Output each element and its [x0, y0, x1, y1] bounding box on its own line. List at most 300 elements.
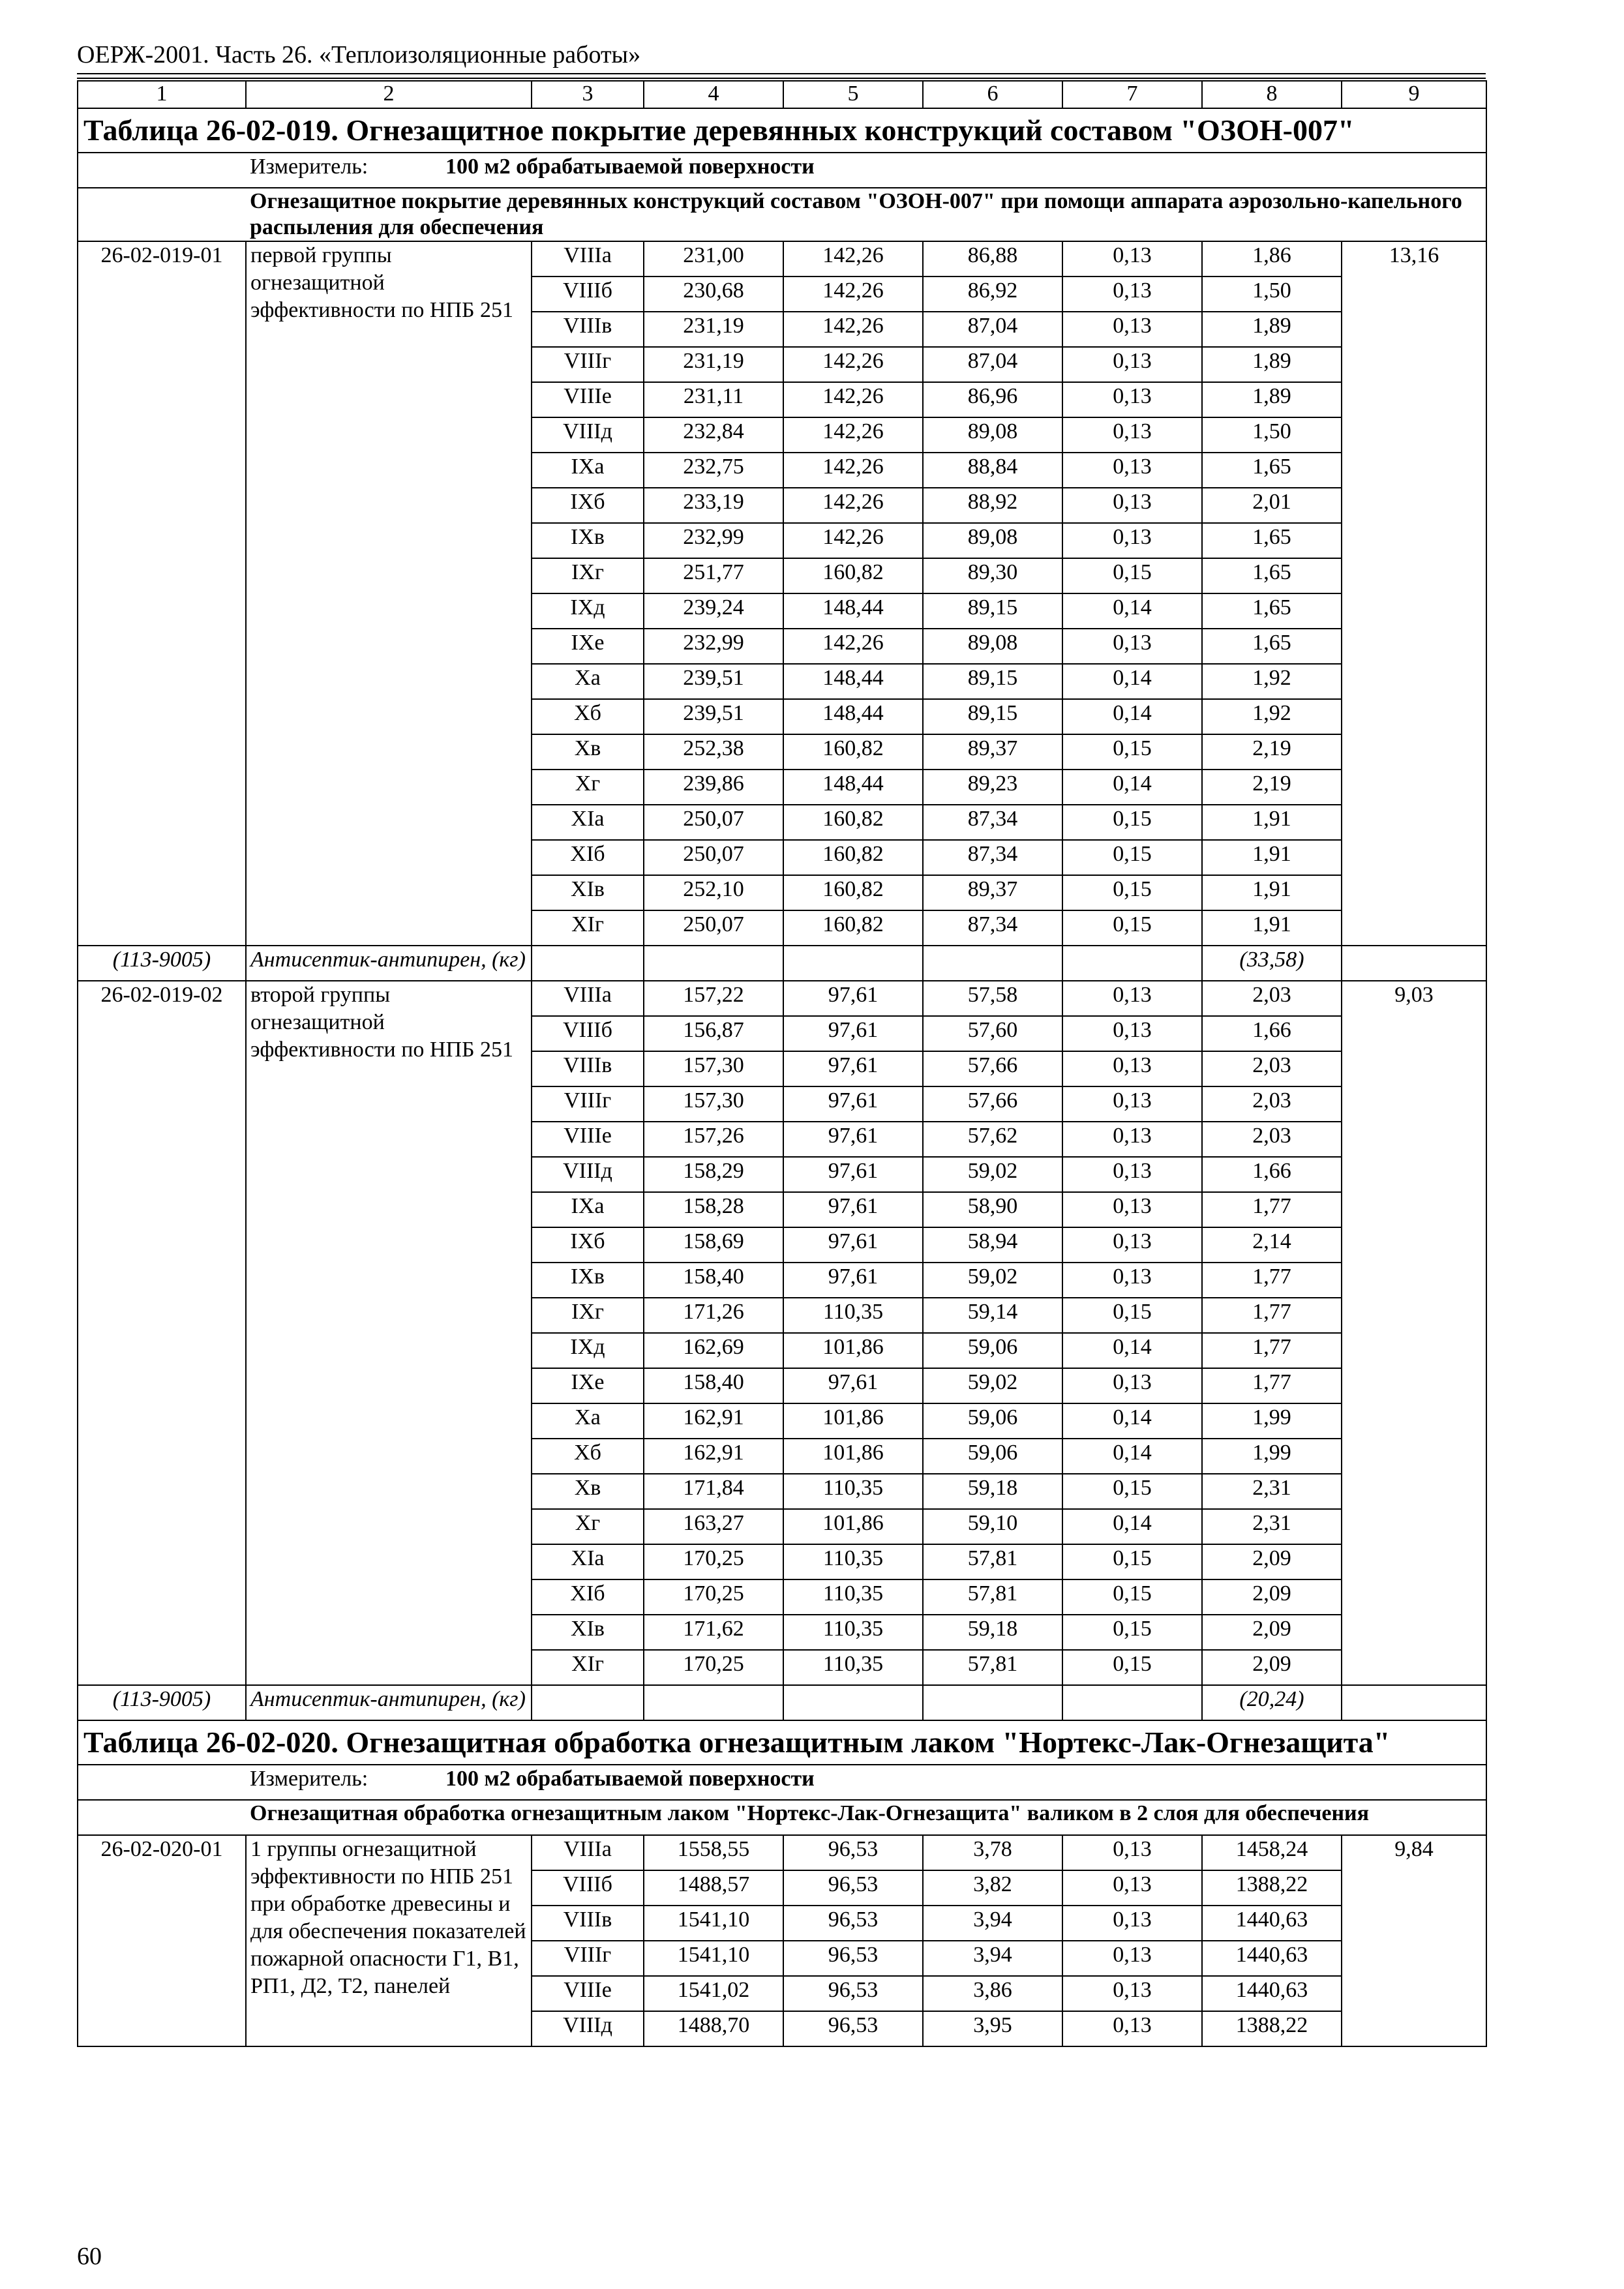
value-cell: 2,19 — [1202, 734, 1342, 770]
value-cell: 3,86 — [923, 1976, 1062, 2011]
page-number: 60 — [77, 2243, 102, 2270]
value-cell: 157,30 — [644, 1086, 783, 1122]
value-cell: 0,15 — [1062, 910, 1202, 946]
value-cell: 2,19 — [1202, 770, 1342, 805]
value-cell: 110,35 — [783, 1298, 923, 1333]
value-cell: 0,15 — [1062, 1474, 1202, 1509]
meter-cell — [246, 1765, 1486, 1800]
zone-cell: VIIIв — [532, 1051, 644, 1086]
value-cell: 0,14 — [1062, 664, 1202, 699]
value-cell: 89,30 — [923, 558, 1062, 593]
value-cell: 1,91 — [1202, 840, 1342, 875]
table-title: Таблица 26-02-020. Огнезащитная обработка огнезащитным лаком "Нортекс-Лак-Огнезащита" — [78, 1720, 1486, 1765]
value-cell: 157,22 — [644, 981, 783, 1016]
resource-value: (33,58) — [1202, 946, 1342, 981]
value-cell: 1558,55 — [644, 1835, 783, 1870]
value-cell: 0,15 — [1062, 840, 1202, 875]
value-cell: 1440,63 — [1202, 1906, 1342, 1941]
value-cell: 0,13 — [1062, 1122, 1202, 1157]
value-cell: 0,15 — [1062, 734, 1202, 770]
value-cell: 157,26 — [644, 1122, 783, 1157]
value-cell: 1,92 — [1202, 699, 1342, 734]
description-spacer — [78, 1800, 246, 1835]
value-cell: 1,77 — [1202, 1333, 1342, 1368]
column-number: 5 — [783, 81, 923, 108]
value-cell: 2,09 — [1202, 1650, 1342, 1685]
rate-name: второй группы огнезащитной эффективности по НПБ 251 — [246, 981, 532, 1685]
value-cell: 0,15 — [1062, 875, 1202, 910]
value-cell: 59,10 — [923, 1509, 1062, 1544]
value-cell: 158,40 — [644, 1263, 783, 1298]
zone-cell: VIIIа — [532, 1835, 644, 1870]
value-cell: 101,86 — [783, 1439, 923, 1474]
value-cell: 1,66 — [1202, 1016, 1342, 1051]
value-cell: 97,61 — [783, 1192, 923, 1227]
value-cell: 89,15 — [923, 664, 1062, 699]
column-number-row — [78, 81, 1486, 108]
zone-cell: VIIIа — [532, 981, 644, 1016]
resource-empty-cell — [1062, 946, 1202, 981]
value-cell: 0,14 — [1062, 1439, 1202, 1474]
value-cell: 158,69 — [644, 1227, 783, 1263]
value-cell: 1,50 — [1202, 277, 1342, 312]
zone-cell: XIг — [532, 910, 644, 946]
value-cell: 232,84 — [644, 417, 783, 453]
value-cell: 2,09 — [1202, 1579, 1342, 1615]
value-cell: 97,61 — [783, 1157, 923, 1192]
value-cell: 232,75 — [644, 453, 783, 488]
value-cell: 1,89 — [1202, 312, 1342, 347]
value-cell: 0,15 — [1062, 1650, 1202, 1685]
zone-cell: VIIIв — [532, 312, 644, 347]
table-row — [78, 981, 1486, 1016]
value-cell: 101,86 — [783, 1403, 923, 1439]
value-cell: 86,88 — [923, 241, 1062, 277]
value-cell: 57,66 — [923, 1051, 1062, 1086]
rate-name: 1 группы огнезащитной эффективности по НПБ 251 при обработке древесины и для обеспечения показателей пожарной опасности Г1, В1, РП1, Д2, Т2, панелей — [246, 1835, 532, 2046]
value-cell: 1,77 — [1202, 1192, 1342, 1227]
resource-empty-cell — [783, 946, 923, 981]
value-cell: 0,13 — [1062, 981, 1202, 1016]
value-cell: 89,37 — [923, 875, 1062, 910]
value-cell: 58,94 — [923, 1227, 1062, 1263]
value-cell: 1488,57 — [644, 1870, 783, 1906]
zone-cell: VIIIб — [532, 1870, 644, 1906]
value-cell: 0,13 — [1062, 523, 1202, 558]
zone-cell: VIIIа — [532, 241, 644, 277]
value-cell: 239,51 — [644, 664, 783, 699]
value-cell: 0,13 — [1062, 1086, 1202, 1122]
value-cell: 239,51 — [644, 699, 783, 734]
zone-cell: Xг — [532, 770, 644, 805]
zone-cell: IXб — [532, 488, 644, 523]
rate-code: 26-02-019-02 — [78, 981, 246, 1685]
value-cell: 0,13 — [1062, 1227, 1202, 1263]
value-cell: 0,14 — [1062, 1333, 1202, 1368]
value-cell: 2,01 — [1202, 488, 1342, 523]
value-cell: 1,91 — [1202, 875, 1342, 910]
value-cell: 0,13 — [1062, 1835, 1202, 1870]
value-cell: 163,27 — [644, 1509, 783, 1544]
value-cell: 142,26 — [783, 382, 923, 417]
value-cell: 1,89 — [1202, 347, 1342, 382]
meter-label: Измеритель: — [250, 155, 368, 179]
value-cell: 97,61 — [783, 1368, 923, 1403]
value-cell: 0,13 — [1062, 277, 1202, 312]
value-cell: 0,13 — [1062, 382, 1202, 417]
table-description: Огнезащитная обработка огнезащитным лаком "Нортекс-Лак-Огнезащита" валиком в 2 слоя для обеспечения — [246, 1800, 1486, 1835]
value-cell: 96,53 — [783, 1835, 923, 1870]
value-cell: 142,26 — [783, 312, 923, 347]
value-cell: 162,91 — [644, 1403, 783, 1439]
table-title: Таблица 26-02-019. Огнезащитное покрытие деревянных конструкций составом "ОЗОН-007" — [78, 108, 1486, 153]
value-cell: 2,31 — [1202, 1474, 1342, 1509]
value-cell: 142,26 — [783, 347, 923, 382]
value-cell: 0,15 — [1062, 805, 1202, 840]
value-cell: 97,61 — [783, 1051, 923, 1086]
value-cell: 0,13 — [1062, 1016, 1202, 1051]
value-cell: 88,84 — [923, 453, 1062, 488]
zone-cell: VIIIд — [532, 1157, 644, 1192]
resource-empty-cell — [1342, 946, 1486, 981]
value-cell: 1440,63 — [1202, 1976, 1342, 2011]
resource-empty-cell — [923, 1685, 1062, 1720]
value-cell: 0,13 — [1062, 453, 1202, 488]
value-cell: 1,86 — [1202, 241, 1342, 277]
value-cell: 89,23 — [923, 770, 1062, 805]
value-cell: 142,26 — [783, 629, 923, 664]
value-cell: 86,92 — [923, 277, 1062, 312]
value-cell: 96,53 — [783, 1976, 923, 2011]
rates-table — [77, 80, 1487, 2047]
zone-cell: IXд — [532, 593, 644, 629]
meter-spacer — [78, 1765, 246, 1800]
column-number: 2 — [246, 81, 532, 108]
value-cell: 0,14 — [1062, 1403, 1202, 1439]
zone-cell: Xб — [532, 699, 644, 734]
meter-value: 100 м2 обрабатываемой поверхности — [445, 1767, 815, 1791]
value-cell: 89,15 — [923, 699, 1062, 734]
value-cell: 170,25 — [644, 1650, 783, 1685]
zone-cell: VIIIг — [532, 347, 644, 382]
value-cell: 0,13 — [1062, 629, 1202, 664]
table-row — [78, 1835, 1486, 1870]
value-cell: 57,81 — [923, 1544, 1062, 1579]
value-cell: 97,61 — [783, 1122, 923, 1157]
value-cell: 142,26 — [783, 277, 923, 312]
value-cell: 1,89 — [1202, 382, 1342, 417]
value-cell: 0,13 — [1062, 312, 1202, 347]
column-number: 6 — [923, 81, 1062, 108]
value-cell: 0,14 — [1062, 770, 1202, 805]
table-description: Огнезащитное покрытие деревянных конструкций составом "ОЗОН-007" при помощи аппарата аэрозольно-капельного распыления для обеспечения — [246, 188, 1486, 241]
value-cell: 252,10 — [644, 875, 783, 910]
value-cell: 1,65 — [1202, 629, 1342, 664]
rate-code: 26-02-020-01 — [78, 1835, 246, 2046]
value-cell: 239,24 — [644, 593, 783, 629]
zone-cell: XIв — [532, 875, 644, 910]
value-cell: 1488,70 — [644, 2011, 783, 2046]
value-cell: 0,14 — [1062, 699, 1202, 734]
zone-cell: Xв — [532, 1474, 644, 1509]
resource-empty-cell — [1062, 1685, 1202, 1720]
value-cell: 96,53 — [783, 1906, 923, 1941]
zone-cell: VIIIг — [532, 1086, 644, 1122]
value-cell: 170,25 — [644, 1579, 783, 1615]
value-cell: 250,07 — [644, 910, 783, 946]
value-cell: 0,13 — [1062, 2011, 1202, 2046]
zone-cell: VIIIд — [532, 2011, 644, 2046]
value-cell: 1,99 — [1202, 1439, 1342, 1474]
zone-cell: IXг — [532, 1298, 644, 1333]
zone-cell: XIа — [532, 805, 644, 840]
value-cell: 158,40 — [644, 1368, 783, 1403]
value-cell: 1,91 — [1202, 805, 1342, 840]
resource-empty-cell — [532, 946, 644, 981]
value-cell: 0,15 — [1062, 558, 1202, 593]
value-cell: 57,81 — [923, 1579, 1062, 1615]
value-cell: 160,82 — [783, 875, 923, 910]
value-cell: 1388,22 — [1202, 2011, 1342, 2046]
value-cell: 233,19 — [644, 488, 783, 523]
value-cell: 57,81 — [923, 1650, 1062, 1685]
value-cell: 2,31 — [1202, 1509, 1342, 1544]
col9-value: 13,16 — [1342, 241, 1486, 946]
value-cell: 2,03 — [1202, 1051, 1342, 1086]
resource-empty-cell — [1342, 1685, 1486, 1720]
value-cell: 57,58 — [923, 981, 1062, 1016]
value-cell: 160,82 — [783, 840, 923, 875]
meter-value: 100 м2 обрабатываемой поверхности — [445, 155, 815, 179]
zone-cell: IXв — [532, 1263, 644, 1298]
value-cell: 96,53 — [783, 1941, 923, 1976]
column-number: 3 — [532, 81, 644, 108]
value-cell: 142,26 — [783, 453, 923, 488]
value-cell: 3,82 — [923, 1870, 1062, 1906]
value-cell: 57,62 — [923, 1122, 1062, 1157]
value-cell: 230,68 — [644, 277, 783, 312]
value-cell: 0,13 — [1062, 347, 1202, 382]
value-cell: 142,26 — [783, 241, 923, 277]
value-cell: 89,08 — [923, 523, 1062, 558]
value-cell: 59,14 — [923, 1298, 1062, 1333]
value-cell: 3,94 — [923, 1941, 1062, 1976]
zone-cell: Xб — [532, 1439, 644, 1474]
zone-cell: XIв — [532, 1615, 644, 1650]
resource-empty-cell — [783, 1685, 923, 1720]
value-cell: 88,92 — [923, 488, 1062, 523]
value-cell: 0,13 — [1062, 1976, 1202, 2011]
value-cell: 160,82 — [783, 910, 923, 946]
zone-cell: IXв — [532, 523, 644, 558]
zone-cell: IXб — [532, 1227, 644, 1263]
value-cell: 156,87 — [644, 1016, 783, 1051]
value-cell: 158,28 — [644, 1192, 783, 1227]
value-cell: 59,06 — [923, 1333, 1062, 1368]
value-cell: 101,86 — [783, 1509, 923, 1544]
value-cell: 171,26 — [644, 1298, 783, 1333]
value-cell: 0,13 — [1062, 1051, 1202, 1086]
value-cell: 0,13 — [1062, 417, 1202, 453]
value-cell: 1541,10 — [644, 1941, 783, 1976]
zone-cell: VIIIб — [532, 277, 644, 312]
value-cell: 1,77 — [1202, 1298, 1342, 1333]
table-row — [78, 241, 1486, 277]
value-cell: 160,82 — [783, 558, 923, 593]
col9-value: 9,84 — [1342, 1835, 1486, 2046]
value-cell: 110,35 — [783, 1615, 923, 1650]
value-cell: 231,19 — [644, 312, 783, 347]
value-cell: 3,78 — [923, 1835, 1062, 1870]
value-cell: 87,04 — [923, 312, 1062, 347]
zone-cell: IXе — [532, 629, 644, 664]
header-rule-double — [77, 78, 1486, 79]
value-cell: 170,25 — [644, 1544, 783, 1579]
value-cell: 58,90 — [923, 1192, 1062, 1227]
value-cell: 162,91 — [644, 1439, 783, 1474]
value-cell: 97,61 — [783, 1086, 923, 1122]
value-cell: 2,09 — [1202, 1615, 1342, 1650]
value-cell: 59,02 — [923, 1263, 1062, 1298]
value-cell: 1,92 — [1202, 664, 1342, 699]
value-cell: 1440,63 — [1202, 1941, 1342, 1976]
value-cell: 160,82 — [783, 734, 923, 770]
value-cell: 2,03 — [1202, 1086, 1342, 1122]
value-cell: 0,15 — [1062, 1615, 1202, 1650]
value-cell: 1,66 — [1202, 1157, 1342, 1192]
rate-code: 26-02-019-01 — [78, 241, 246, 946]
value-cell: 86,96 — [923, 382, 1062, 417]
value-cell: 171,62 — [644, 1615, 783, 1650]
value-cell: 231,19 — [644, 347, 783, 382]
column-number: 1 — [78, 81, 246, 108]
header-rule — [77, 73, 1486, 74]
zone-cell: XIб — [532, 1579, 644, 1615]
value-cell: 142,26 — [783, 417, 923, 453]
resource-empty-cell — [923, 946, 1062, 981]
value-cell: 87,34 — [923, 805, 1062, 840]
zone-cell: XIа — [532, 1544, 644, 1579]
value-cell: 89,08 — [923, 417, 1062, 453]
column-number: 7 — [1062, 81, 1202, 108]
value-cell: 59,06 — [923, 1439, 1062, 1474]
zone-cell: Xа — [532, 1403, 644, 1439]
value-cell: 231,00 — [644, 241, 783, 277]
value-cell: 250,07 — [644, 805, 783, 840]
value-cell: 162,69 — [644, 1333, 783, 1368]
zone-cell: VIIIг — [532, 1941, 644, 1976]
value-cell: 1,77 — [1202, 1263, 1342, 1298]
column-number: 4 — [644, 81, 783, 108]
value-cell: 97,61 — [783, 1016, 923, 1051]
value-cell: 59,02 — [923, 1157, 1062, 1192]
resource-code: (113-9005) — [78, 1685, 246, 1720]
value-cell: 57,60 — [923, 1016, 1062, 1051]
zone-cell: IXа — [532, 453, 644, 488]
value-cell: 239,86 — [644, 770, 783, 805]
resource-empty-cell — [644, 946, 783, 981]
value-cell: 1,65 — [1202, 523, 1342, 558]
value-cell: 59,18 — [923, 1615, 1062, 1650]
value-cell: 157,30 — [644, 1051, 783, 1086]
value-cell: 160,82 — [783, 805, 923, 840]
value-cell: 1,65 — [1202, 453, 1342, 488]
value-cell: 97,61 — [783, 1263, 923, 1298]
value-cell: 148,44 — [783, 699, 923, 734]
value-cell: 3,95 — [923, 2011, 1062, 2046]
value-cell: 1,50 — [1202, 417, 1342, 453]
value-cell: 1541,10 — [644, 1906, 783, 1941]
value-cell: 148,44 — [783, 593, 923, 629]
value-cell: 0,13 — [1062, 488, 1202, 523]
value-cell: 97,61 — [783, 1227, 923, 1263]
value-cell: 0,13 — [1062, 1368, 1202, 1403]
value-cell: 87,34 — [923, 840, 1062, 875]
value-cell: 0,13 — [1062, 241, 1202, 277]
value-cell: 142,26 — [783, 488, 923, 523]
value-cell: 171,84 — [644, 1474, 783, 1509]
resource-row — [78, 1685, 1486, 1720]
value-cell: 0,15 — [1062, 1298, 1202, 1333]
value-cell: 89,15 — [923, 593, 1062, 629]
resource-name: Антисептик-антипирен, (кг) — [246, 1685, 532, 1720]
value-cell: 231,11 — [644, 382, 783, 417]
value-cell: 89,08 — [923, 629, 1062, 664]
rate-name: первой группы огнезащитной эффективности по НПБ 251 — [246, 241, 532, 946]
value-cell: 96,53 — [783, 1870, 923, 1906]
value-cell: 1,99 — [1202, 1403, 1342, 1439]
meter-spacer — [78, 153, 246, 188]
value-cell: 0,15 — [1062, 1544, 1202, 1579]
resource-code: (113-9005) — [78, 946, 246, 981]
col9-value: 9,03 — [1342, 981, 1486, 1685]
value-cell: 2,03 — [1202, 1122, 1342, 1157]
meter-cell — [246, 153, 1486, 188]
value-cell: 96,53 — [783, 2011, 923, 2046]
zone-cell: IXа — [532, 1192, 644, 1227]
value-cell: 0,14 — [1062, 593, 1202, 629]
meter-label: Измеритель: — [250, 1767, 368, 1791]
zone-cell: VIIIд — [532, 417, 644, 453]
zone-cell: IXд — [532, 1333, 644, 1368]
value-cell: 142,26 — [783, 523, 923, 558]
value-cell: 1541,02 — [644, 1976, 783, 2011]
zone-cell: VIIIе — [532, 382, 644, 417]
value-cell: 0,13 — [1062, 1192, 1202, 1227]
value-cell: 1,91 — [1202, 910, 1342, 946]
value-cell: 1,65 — [1202, 558, 1342, 593]
resource-row — [78, 946, 1486, 981]
zone-cell: VIIIв — [532, 1906, 644, 1941]
value-cell: 2,14 — [1202, 1227, 1342, 1263]
value-cell: 110,35 — [783, 1474, 923, 1509]
zone-cell: Xг — [532, 1509, 644, 1544]
value-cell: 0,13 — [1062, 1906, 1202, 1941]
value-cell: 97,61 — [783, 981, 923, 1016]
value-cell: 0,14 — [1062, 1509, 1202, 1544]
column-number: 9 — [1342, 81, 1486, 108]
value-cell: 148,44 — [783, 770, 923, 805]
value-cell: 3,94 — [923, 1906, 1062, 1941]
zone-cell: XIг — [532, 1650, 644, 1685]
value-cell: 0,13 — [1062, 1941, 1202, 1976]
value-cell: 1388,22 — [1202, 1870, 1342, 1906]
value-cell: 110,35 — [783, 1579, 923, 1615]
value-cell: 87,34 — [923, 910, 1062, 946]
zone-cell: VIIIе — [532, 1122, 644, 1157]
value-cell: 59,02 — [923, 1368, 1062, 1403]
value-cell: 2,03 — [1202, 981, 1342, 1016]
